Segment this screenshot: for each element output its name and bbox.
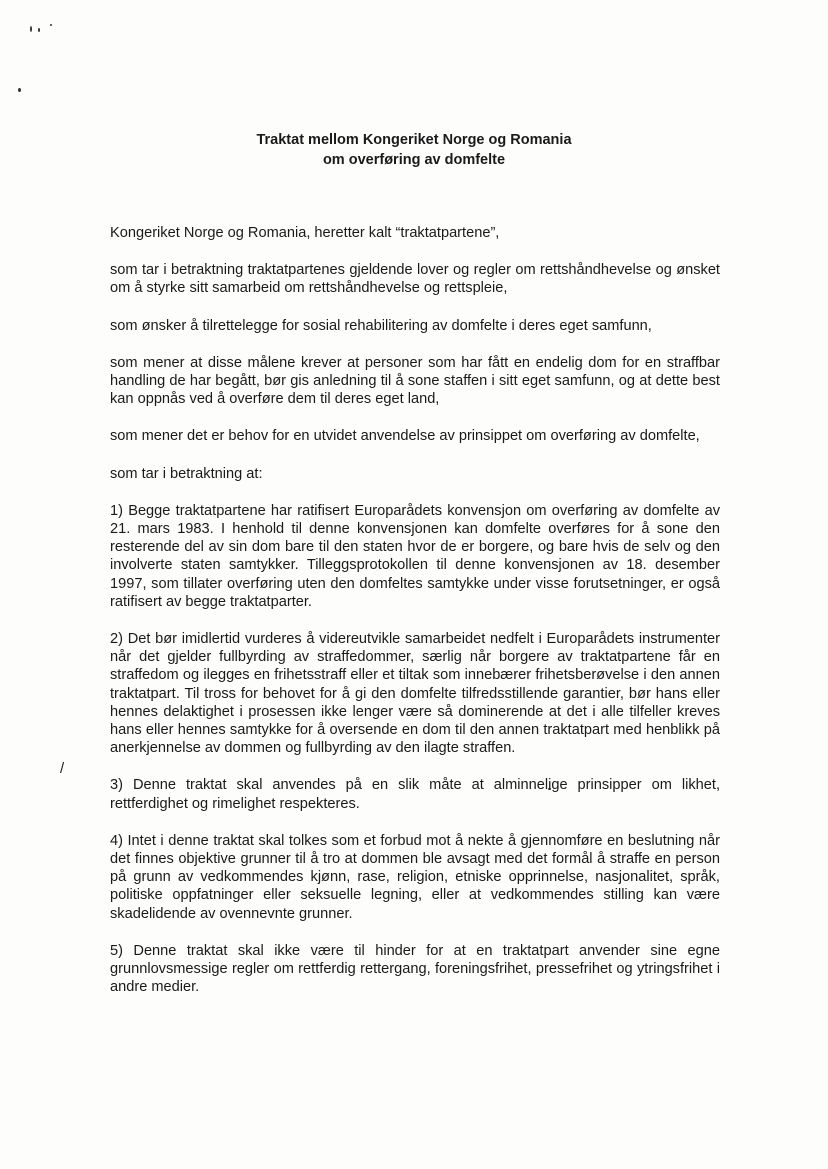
scan-speck — [30, 26, 32, 32]
scan-speck — [38, 28, 40, 32]
document-title — [0, 130, 828, 170]
document-body — [110, 224, 720, 1016]
paragraph-point-1: 1) Begge traktatpartene har ratifisert Europarådets konvensjon om overføring av domfelte av 21. mars 1983. I henhold til denne konvensjonen kan domfelte overføres for å sone den resterende del av sin dom bare til den staten hvor de er borgere, og bare hvis de selv og den involverte staten samtykker. Tilleggsprotokollen til denne konvensjonen av 18. desember 1997, som tillater overføring uten den domfeltes samtykke under visse forutsetninger, er også ratifisert av begge traktatparter. — [110, 502, 720, 610]
scan-speck — [18, 88, 21, 92]
paragraph-point-2: 2) Det bør imidlertid vurderes å videreutvikle samarbeidet nedfelt i Europarådets instrumenter når det gjelder fullbyrding av straffedommer, særlig når borgere av traktatpartene får en straffedom og ilegges en frihetsstraff eller et tiltak som innebærer frihetsberøvelse i den annen traktatpart. Til tross for behovet for å gi den domfelte tilfredsstillende garantier, bør hans eller hennes delaktighet i prosessen ikke lenger være så dominerende at det i alle tilfeller kreves hans eller hennes samtykke for å oversende en dom til den annen traktatpart med henblikk på anerkjennelse av dommen og fullbyrding av den ilagte straffen. — [110, 631, 720, 757]
paragraph-point-3: 3) Denne traktat skal anvendes på en slik måte at alminnelige prinsipper om likhet, rettferdighet og rimelighet respekteres. — [110, 777, 720, 812]
paragraph-recital-5: som tar i betraktning at: — [110, 465, 263, 482]
paragraph-recital-3: som mener at disse målene krever at personer som har fått en endelig dom for en straffbar handling de har begått, bør gis anledning til å sone staffen i sitt eget samfunn, og at dette best kan oppnås ved å overføre dem til deres eget land, — [110, 354, 720, 408]
scan-speck — [50, 24, 52, 26]
paragraph-point-4: 4) Intet i denne traktat skal tolkes som et forbud mot å nekte å gjennomføre en beslutning når det finnes objektive grunner til å tro at dommen ble avsagt med det formål å straffe en person på grunn av vedkommendes kjønn, rase, religion, etniske opprinnelse, nasjonalitet, språk, politiske oppfatninger eller seksuelle legning, eller at vedkommendes stilling kan være skadelidende av ovennevnte grunner. — [110, 832, 720, 922]
paragraph-parties: Kongeriket Norge og Romania, heretter kalt “traktatpartene”, — [110, 225, 500, 241]
paragraph-point-5: 5) Denne traktat skal ikke være til hinder for at en traktatpart anvender sine egne grunnlovsmessige regler om rettferdig rettergang, foreningsfrihet, pressefrihet og ytringsfrihet i andre medier. — [110, 942, 720, 996]
title-line-2: om overføring av domfelte — [322, 152, 506, 168]
paragraph-recital-2: som ønsker å tilrettelegge for sosial rehabilitering av domfelte i deres eget samfunn, — [110, 317, 652, 334]
paragraph-recital-1: som tar i betraktning traktatpartenes gjeldende lover og regler om rettshåndhevelse og ønsket om å styrke sitt samarbeid om rettshåndhevelse og rettspleie, — [110, 262, 720, 297]
margin-mark: / — [60, 760, 65, 777]
paragraph-recital-4: som mener det er behov for en utvidet anvendelse av prinsippet om overføring av domfelte, — [110, 428, 700, 445]
title-line-1: Traktat mellom Kongeriket Norge og Romania — [256, 132, 572, 148]
